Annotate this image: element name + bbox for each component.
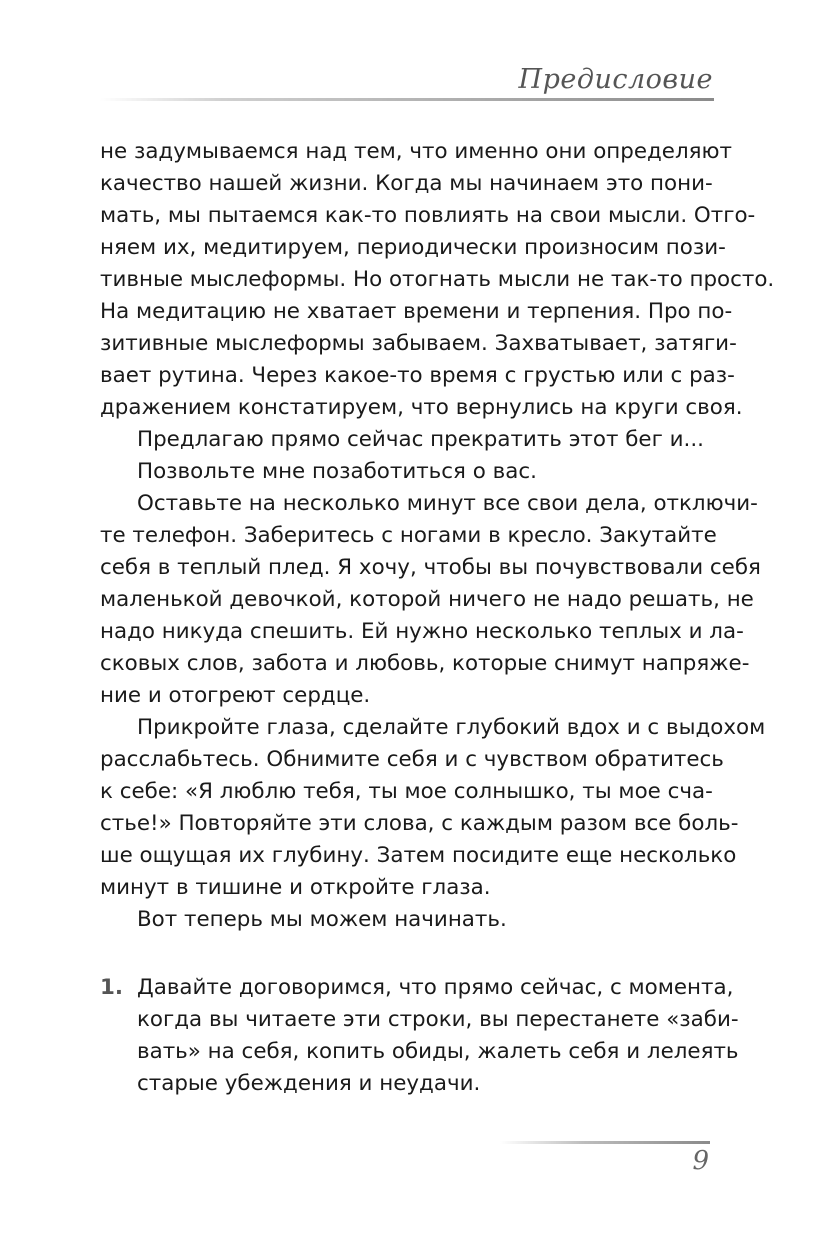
running-header: Предисловие — [518, 64, 713, 95]
text-line: дражением констатируем, что вернулись на круги своя. — [100, 395, 743, 420]
text-line: себя в теплый плед. Я хочу, чтобы вы почувствовали себя — [100, 555, 761, 580]
text-line: мать, мы пытаемся как-то повлиять на свои мысли. Отго- — [100, 203, 756, 228]
text-line: ше ощущая их глубину. Затем посидите еще несколько — [100, 843, 737, 868]
text-line: старые убеждения и неудачи. — [137, 1071, 481, 1096]
text-line: надо никуда спешить. Ей нужно несколько теплых и ла- — [100, 619, 744, 644]
text-line: к себе: «Я люблю тебя, ты мое солнышко, ты мое сча- — [100, 779, 713, 804]
text-line: те телефон. Заберитесь с ногами в кресло. Закутайте — [100, 523, 717, 548]
paragraph — [100, 456, 709, 488]
text-line: Давайте договоримся, что прямо сейчас, с момента, — [137, 975, 734, 1000]
text-line: не задумываемся над тем, что именно они определяют — [100, 139, 732, 164]
text-line: Вот теперь мы можем начинать. — [137, 907, 507, 932]
page-number: 9 — [692, 1146, 709, 1176]
text-line: минут в тишине и откройте глаза. — [100, 875, 491, 900]
list-item-text — [137, 972, 739, 1100]
text-line: тивные мыслеформы. Но отогнать мысли не так-то просто. — [100, 267, 775, 292]
text-line: качество нашей жизни. Когда мы начинаем это пони- — [100, 171, 713, 196]
paragraph — [100, 488, 761, 712]
body-text — [100, 136, 775, 936]
text-line: няем их, медитируем, периодически произносим пози- — [100, 235, 726, 260]
text-line: стье!» Повторяйте эти слова, с каждым разом все боль- — [100, 811, 739, 836]
text-line: Позвольте мне позаботиться о вас. — [137, 459, 537, 484]
list-number: 1. — [100, 975, 124, 1000]
text-line: Прикройте глаза, сделайте глубокий вдох и с выдохом — [137, 715, 766, 740]
text-line: зитивные мыслеформы забываем. Захватывает, затяги- — [100, 331, 737, 356]
header-rule — [100, 98, 714, 101]
text-line: ние и отогреют сердце. — [100, 683, 371, 708]
text-line: Оставьте на несколько минут все свои дела, отключи- — [137, 491, 758, 516]
paragraph — [100, 904, 709, 936]
paragraph — [100, 136, 775, 424]
text-line: На медитацию не хватает времени и терпения. Про по- — [100, 299, 733, 324]
text-line: вать» на себя, копить обиды, жалеть себя и лелеять — [137, 1039, 739, 1064]
paragraph — [100, 424, 709, 456]
text-line: вает рутина. Через какое-то время с грустью или с раз- — [100, 363, 735, 388]
numbered-list-item — [100, 972, 739, 1100]
text-line: расслабьтесь. Обнимите себя и с чувством обратитесь — [100, 747, 724, 772]
footer-rule — [500, 1141, 710, 1144]
text-line: когда вы читаете эти строки, вы перестанете «заби- — [137, 1007, 739, 1032]
paragraph — [100, 712, 766, 904]
text-line: сковых слов, забота и любовь, которые снимут напряже- — [100, 651, 750, 676]
text-line: Предлагаю прямо сейчас прекратить этот бег и... — [137, 427, 704, 452]
text-line: маленькой девочкой, которой ничего не надо решать, не — [100, 587, 754, 612]
